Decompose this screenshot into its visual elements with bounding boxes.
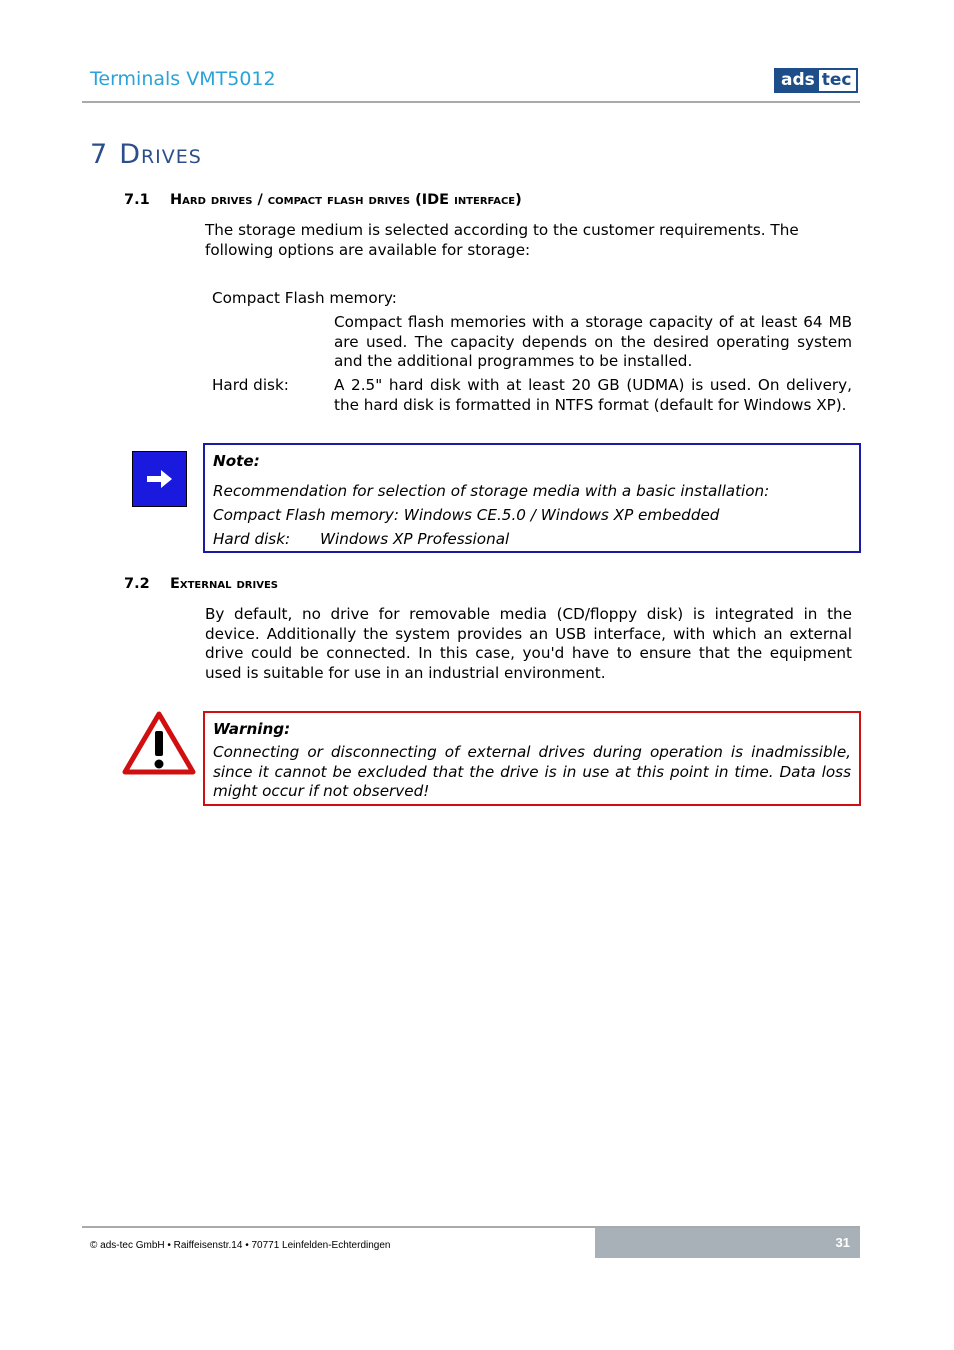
page-number-bar — [595, 1228, 860, 1258]
hd-label: Hard disk: — [212, 376, 289, 394]
warning-box — [203, 711, 861, 806]
section1-intro: The storage medium is selected according to the customer requirements. The following options are available for storage: — [205, 221, 799, 259]
cf-label: Compact Flash memory: — [212, 289, 397, 307]
section-heading-7-1 — [124, 192, 522, 208]
section-number: 7.1 — [124, 192, 150, 208]
section-title: External drives — [170, 576, 278, 592]
chapter-heading — [90, 139, 202, 170]
page-number: 31 — [835, 1235, 850, 1250]
note-hd-value: Windows XP Professional — [320, 530, 510, 548]
logo-ads: ads — [776, 70, 819, 91]
note-line-3 — [213, 527, 851, 551]
section2-body: By default, no drive for removable media (CD/floppy disk) is integrated in the device. Additionally the system provides an USB interface, with which an external drive could be connected. In this case, you'd have to ensure that the equipment used is suitable for use in an industrial environment. — [205, 605, 852, 682]
section-title-part1: Hard drives / compact flash drives ( — [170, 192, 422, 208]
warning-triangle-icon — [122, 711, 196, 775]
warning-body: Connecting or disconnecting of external drives during operation is inadmissible, since it cannot be excluded that the drive is in use at this point in time. Data loss might occur if not observed! — [213, 743, 851, 800]
note-line-1: Recommendation for selection of storage media with a basic installation: — [213, 482, 770, 500]
hd-description: A 2.5" hard disk with at least 20 GB (UDMA) is used. On delivery, the hard disk is formatted in NTFS format (default for Windows XP). — [334, 376, 852, 414]
section-title-part2: interface) — [449, 192, 522, 208]
footer-address: © ads-tec GmbH • Raiffeisenstr.14 • 70771 Leinfelden-Echterdingen — [90, 1240, 391, 1251]
warning-heading: Warning: — [213, 720, 291, 738]
note-box — [203, 443, 861, 553]
document-title: Terminals VMT5012 — [90, 68, 276, 90]
ads-tec-logo — [774, 68, 858, 93]
section-title-ide: IDE — [421, 192, 450, 208]
cf-description: Compact flash memories with a storage capacity of at least 64 MB are used. The capacity depends on the desired operating system and the additional programmes to be installed. — [334, 313, 852, 371]
section-number: 7.2 — [124, 576, 150, 592]
note-heading: Note: — [213, 452, 260, 470]
arrow-right-icon — [132, 451, 187, 507]
chapter-number: 7 — [90, 139, 108, 170]
section-heading-7-2 — [124, 576, 278, 592]
note-line-2: Compact Flash memory: Windows CE.5.0 / Windows XP embedded — [213, 506, 720, 524]
chapter-title: Drives — [119, 139, 202, 170]
header-rule — [82, 101, 860, 103]
note-hd-label: Hard disk: — [213, 530, 291, 548]
logo-tec: tec — [819, 70, 855, 91]
